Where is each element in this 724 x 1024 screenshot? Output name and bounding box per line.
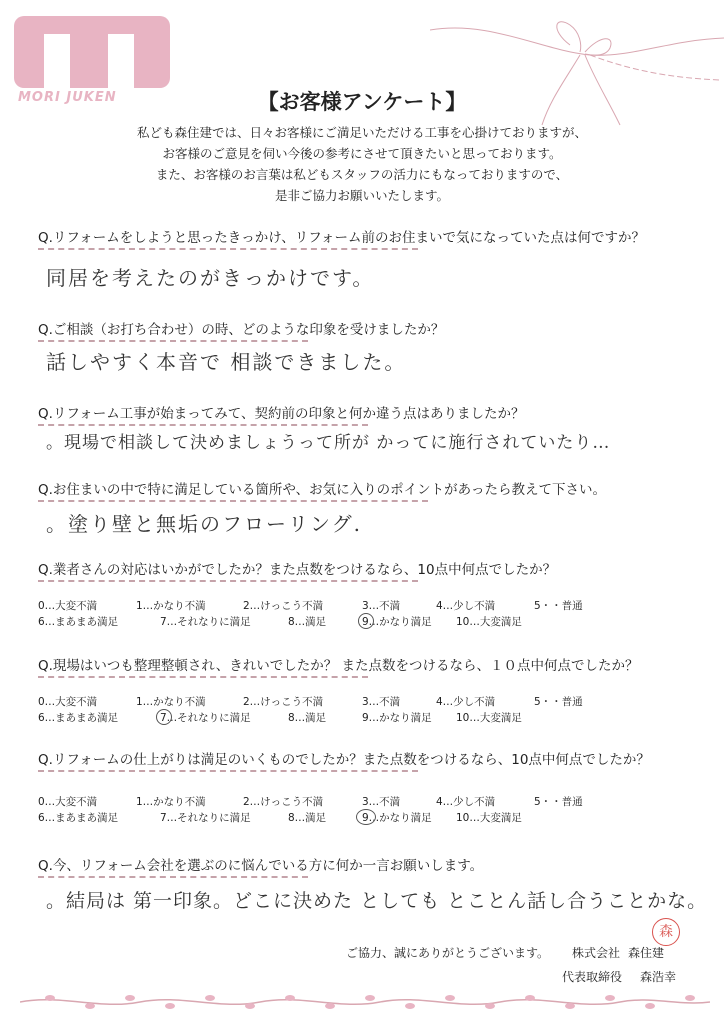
dashed-underline [38,248,418,250]
rating-option: 10…大変満足 [456,712,522,724]
rating-option: 1…かなり不満 [136,696,206,708]
intro-line-3: また、お客様のお言葉は私どもスタッフの活力にもなっておりますので、 [155,167,569,182]
rep-name: 森浩幸 [640,970,677,984]
rating-option: 3…不満 [362,696,401,708]
rating-option: 10…大変満足 [456,616,522,628]
rep-label: 代表取締役 [562,970,623,984]
answer-4: 。塗り壁と無垢のフローリング. [46,512,362,536]
rating-option: 5・・普通 [534,600,583,612]
rating-option: 4…少し不満 [436,600,496,612]
rating-option: 8…満足 [288,812,327,824]
rating-option: 6…まあまあ満足 [38,812,119,824]
rating-option: 5・・普通 [534,696,583,708]
company-name: 森住建 [628,946,665,960]
rating-question-3: Q.リフォームの仕上がりは満足のいくものでしたか？また点数をつけるなら、10点中何点でしたか？ [38,752,650,768]
answer-1: 同居を考えたのがきっかけです。 [46,266,375,290]
rating-option: 5・・普通 [534,796,583,808]
rating-option: 6…まあまあ満足 [38,712,119,724]
rating-option: 9…かなり満足 [362,712,432,724]
rating-question-2: Q.現場はいつも整理整頓され、きれいでしたか？ また点数をつけるなら、１０点中何点でしたか？ [38,658,639,674]
rating-question-1: Q.業者さんの対応はいかがでしたか？また点数をつけるなら、10点中何点でしたか？ [38,562,557,578]
rating-option: 0…大変不満 [38,796,98,808]
rating-option: 2…けっこう不満 [243,600,324,612]
vine-decoration [20,990,710,1014]
mori-juken-logo [14,16,170,88]
rating-option: 4…少し不満 [436,796,496,808]
rating-option: 3…不満 [362,796,401,808]
question-1: Q.リフォームをしようと思ったきっかけ、リフォーム前のお住まいで気になっていた点は何ですか？ [38,230,646,246]
intro-line-1: 私ども森住建では、日々お客様にご満足いただける工事を心掛けておりますが、 [136,125,587,140]
intro-line-2: お客様のご意見を伺い今後の参考にさせて頂きたいと思っております。 [162,146,562,161]
selected-circle [358,613,374,629]
answer-2: 話しやすく本音で 相談できました。 [46,350,407,374]
answer-3: 。現場で相談して決めましょうって所が かってに施行されていたり… [46,433,611,453]
rating-option: 10…大変満足 [456,812,522,824]
intro-line-4: 是非ご協力お願いいたします。 [274,188,449,203]
rating-option: 0…大変不満 [38,696,98,708]
dashed-underline [38,676,368,678]
dashed-underline [38,340,308,342]
rating-option: 8…満足 [288,616,327,628]
rating-options-1 [38,598,698,634]
rating-option: 7…それなりに満足 [160,616,251,628]
seal-stamp: 森 [652,918,680,946]
question-4: Q.お住まいの中で特に満足している箇所や、お気に入りのポイントがあったら教えて下さい。 [38,482,607,498]
rating-option: 7…それなりに満足 [160,812,251,824]
rating-option: 0…大変不満 [38,600,98,612]
question-3: Q.リフォーム工事が始まってみて、契約前の印象と何か違う点はありましたか？ [38,406,525,422]
dashed-underline [38,876,308,878]
question-2: Q.ご相談（お打ち合わせ）の時、どのような印象を受けましたか？ [38,322,445,338]
rating-option: 2…けっこう不満 [243,696,324,708]
dashed-underline [38,770,418,772]
dashed-underline [38,424,368,426]
rating-option: 6…まあまあ満足 [38,616,119,628]
page-title: 【お客様アンケート】 [257,90,467,114]
rating-option: 8…満足 [288,712,327,724]
logo-text: MORI JUKEN [18,90,117,105]
answer-final: 。結局は 第一印象。どこに決めた としても とことん話し合うことかな。 [46,890,708,912]
rating-option: 9…かなり満足 [362,812,432,824]
selected-circle [356,809,376,825]
thanks-text: ご協力、誠にありがとうございます。 [346,946,550,960]
rating-options-2 [38,694,698,730]
selected-circle [156,709,172,725]
rating-option: 4…少し不満 [436,696,496,708]
rating-option: 2…けっこう不満 [243,796,324,808]
rating-options-3 [38,794,698,830]
company-label: 株式会社 [572,946,621,960]
rating-option: 1…かなり不満 [136,600,206,612]
rating-option: 3…不満 [362,600,401,612]
rating-option: 9…かなり満足 [362,616,432,628]
dashed-underline [38,580,418,582]
question-final: Q.今、リフォーム会社を選ぶのに悩んでいる方に何か一言お願いします。 [38,858,484,874]
rating-option: 7…それなりに満足 [160,712,251,724]
dashed-underline [38,500,428,502]
rating-option: 1…かなり不満 [136,796,206,808]
